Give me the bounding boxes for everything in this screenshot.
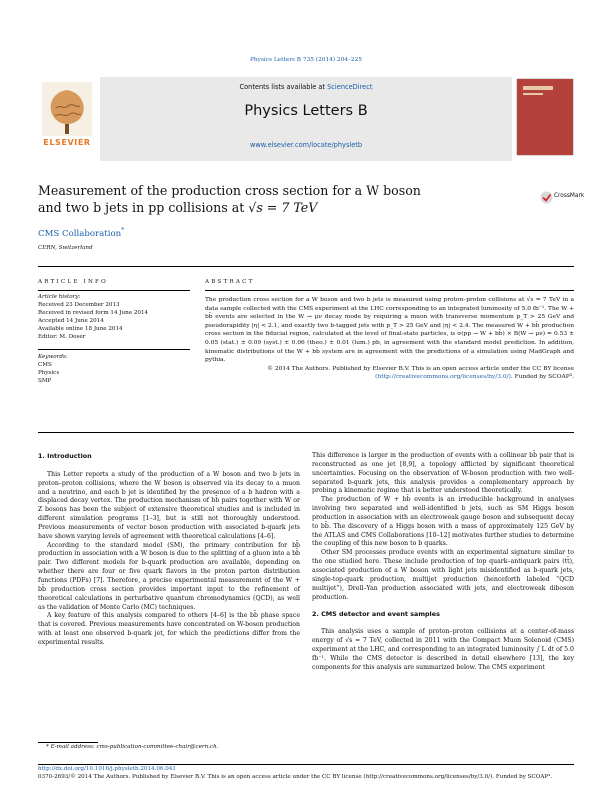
history-online: Available online 18 June 2014 bbox=[38, 325, 123, 332]
keyword-item: CMS bbox=[38, 361, 52, 368]
abstract-heading: ABSTRACT bbox=[205, 279, 255, 285]
crossmark-label: CrossMark bbox=[554, 193, 585, 199]
abstract-rule bbox=[205, 290, 574, 291]
elsevier-logo bbox=[38, 80, 96, 146]
detector-paragraph-1: This analysis uses a sample of proton–proton collisions at a center-of-mass energy of √s = 7 TeV, collected in 2011 with the Compact Muon Solenoid (CMS) experiment at the LHC, and corresponding to an integrated luminosity ∫ L dt of 5.0 fb⁻¹. While the CMS detector is described in detail elsewhere [13], the key components for this analysis are summarized below. The CMS experiment bbox=[312, 628, 574, 671]
elsevier-wordmark: ELSEVIER bbox=[43, 138, 91, 147]
license-link[interactable]: (http://creativecommons.org/licenses/by/3.0/) bbox=[375, 374, 511, 381]
crossmark-badge[interactable] bbox=[540, 188, 585, 208]
license-statement bbox=[205, 365, 574, 382]
author-footnote-mark[interactable]: * bbox=[121, 227, 125, 234]
affiliation: CERN, Switzerland bbox=[38, 245, 93, 251]
keyword-item: SMP bbox=[38, 377, 52, 384]
footnote: * E-mail address: cms-publication-committee-chair@cern.ch. bbox=[46, 744, 219, 750]
license-text: © 2014 The Authors. Published by Elsevier B.V. This is an open access article under the CC BY license bbox=[267, 365, 574, 372]
keywords-label: Keywords: bbox=[38, 354, 68, 360]
history-label: Article history: bbox=[38, 294, 81, 300]
intro-paragraph-2: According to the standard model (SM), the primary contribution for bb̄ production in association with a W boson is due to the splitting of a gluon into a bb̄ pair. Two different models for b-quark production are available, depending on whether there are four or five quark flavors in the proton parton distribution functions (PDFs) [7]. Therefore, a precise experimental measurement of the W + bb̄ production cross section provides important input to the refinement of theoretical calculations in perturbative quantum chromodynamics (QCD), as well as the validation of Monte Carlo (MC) techniques. bbox=[38, 541, 300, 611]
intro-paragraph-3: A key feature of this analysis compared to others [4–6] is the bb̄ phase space that is covered. Previous measurements have concentrated on W-boson production with at least one observed b-quark jet, for which the predictions differ from the experimental results. bbox=[38, 612, 300, 646]
intro-paragraph-1: This Letter reports a study of the production of a W boson and two b jets in proton–proton collisions, where the W boson is observed via its decay to a muon and a neutrino, and each b jet is identified by the presence of a b hadron with a displaced decay vertex. The production mechanism of bb̄ pairs together with W or Z bosons has been the subject of extensive theoretical studies and is included in different simulation programs [1–3], but is still not thoroughly understood. Previous measurements of vector boson production with associated b-quark jets have shown varying levels of agreement with theoretical calculations [4–6]. bbox=[38, 470, 300, 540]
top-rule bbox=[38, 266, 574, 267]
abstract-bottom-rule bbox=[38, 432, 574, 433]
right-column bbox=[312, 452, 574, 672]
intro-paragraph-6: Other SM processes produce events with an experimental signature similar to the one studied here. These include production of top quark–antiquark pairs (tt̄), associated production of a W boson with light jets misidentified as b-quark jets, single-top-quark production, multijet production (henceforth labeled “QCD multijet”), Drell–Yan production associated with jets, and electroweak diboson production. bbox=[312, 549, 574, 601]
article-title bbox=[38, 182, 508, 216]
article-info-rule bbox=[38, 290, 190, 291]
title-line-2-text: and two b jets in pp collisions at bbox=[38, 200, 245, 215]
author-line bbox=[38, 227, 124, 239]
intro-paragraph-5: The production of W + bb̄ events is an irreducible background in analyses involving two separated and well-identified b jets, such as SM Higgs boson production in association with an electroweak gauge boson and subsequent decay to bb̄. The discovery of a Higgs boson with a mass of approximately 125 GeV by the ATLAS and CMS Collaborations [10–12] motivates further studies to determine the coupling of this new boson to b quarks. bbox=[312, 496, 574, 548]
intro-paragraph-4: This difference is larger in the production of events with a collinear bb̄ pair that is reconstructed as one jet [8,9], a topology afflicted by significant theoretical uncertainties. Focusing on the observation of W-boson production with two well-separated b-quark jets, this analysis provides a complementary approach by probing a kinematic regime that is better understood theoretically. bbox=[312, 452, 574, 495]
contents-line bbox=[100, 83, 512, 91]
left-column bbox=[38, 452, 300, 648]
history-received: Received 23 December 2013 bbox=[38, 301, 120, 308]
elsevier-tree-icon bbox=[38, 80, 96, 138]
contents-prefix: Contents lists available at bbox=[239, 83, 326, 91]
history-editor: Editor: M. Doser bbox=[38, 333, 86, 340]
crossmark-icon bbox=[540, 191, 553, 204]
doi-link[interactable]: http://dx.doi.org/10.1016/j.physletb.2014.06.041 bbox=[38, 766, 176, 772]
footnote-rule bbox=[38, 742, 98, 743]
article-info-heading: ARTICLE INFO bbox=[38, 279, 108, 285]
abstract-text: The production cross section for a W boson and two b jets is measured using proton–proton collisions at √s = 7 TeV in a data sample collected with the CMS experiment at the LHC corresponding to an integrated luminosity of 5.0 fb⁻¹. The W + bb̄ events are selected in the W → μν decay mode by requiring a muon with transverse momentum p_T > 25 GeV and pseudorapidity |η| < 2.1, and exactly two b-tagged jets with p_T > 25 GeV and |η| < 2.4. The measured W + bb̄ production cross section in the fiducial region, calculated at the level of final-state particles, is σ(pp → W + bb̄) × B(W → μν) = 0.53 ± 0.05 (stat.) ± 0.09 (syst.) ± 0.06 (theo.) ± 0.01 (lum.) pb, in agreement with the standard model prediction. In addition, kinematic distributions of the W + bb̄ system are in agreement with the predictions of a simulation using MadGraph and pythia. bbox=[205, 297, 574, 364]
copyright-line: 0370-2693/© 2014 The Authors. Published by Elsevier B.V. This is an open access article under the CC BY license (http://creativecommons.org/licenses/by/3.0/). Funded by SCOAP³. bbox=[38, 774, 553, 780]
section-detector-title: 2. CMS detector and event samples bbox=[312, 610, 440, 619]
sciencedirect-link[interactable]: ScienceDirect bbox=[327, 83, 373, 91]
keywords-rule bbox=[38, 349, 190, 350]
footer-rule bbox=[38, 764, 574, 765]
keywords bbox=[38, 354, 190, 386]
journal-cover bbox=[517, 79, 573, 155]
history-revised: Received in revised form 14 June 2014 bbox=[38, 309, 149, 316]
title-line-1: Measurement of the production cross section for a W boson bbox=[38, 183, 421, 198]
section-introduction-title: 1. Introduction bbox=[38, 452, 92, 460]
license-funding: . Funded by SCOAP³. bbox=[510, 374, 574, 381]
running-head[interactable]: Physics Letters B 735 (2014) 204–225 bbox=[250, 57, 362, 63]
history-accepted: Accepted 14 June 2014 bbox=[38, 317, 104, 324]
title-math: √s = 7 TeV bbox=[248, 200, 318, 215]
article-history bbox=[38, 294, 190, 341]
cover-subtitle-bar bbox=[523, 93, 543, 95]
keyword-item: Physics bbox=[38, 369, 60, 376]
journal-url[interactable]: www.elsevier.com/locate/physletb bbox=[249, 141, 363, 149]
author-name[interactable]: CMS Collaboration bbox=[38, 228, 122, 239]
cover-title-bar bbox=[523, 86, 553, 90]
journal-name: Physics Letters B bbox=[244, 103, 368, 119]
title-line-2 bbox=[38, 199, 508, 216]
abstract-body bbox=[205, 296, 574, 382]
